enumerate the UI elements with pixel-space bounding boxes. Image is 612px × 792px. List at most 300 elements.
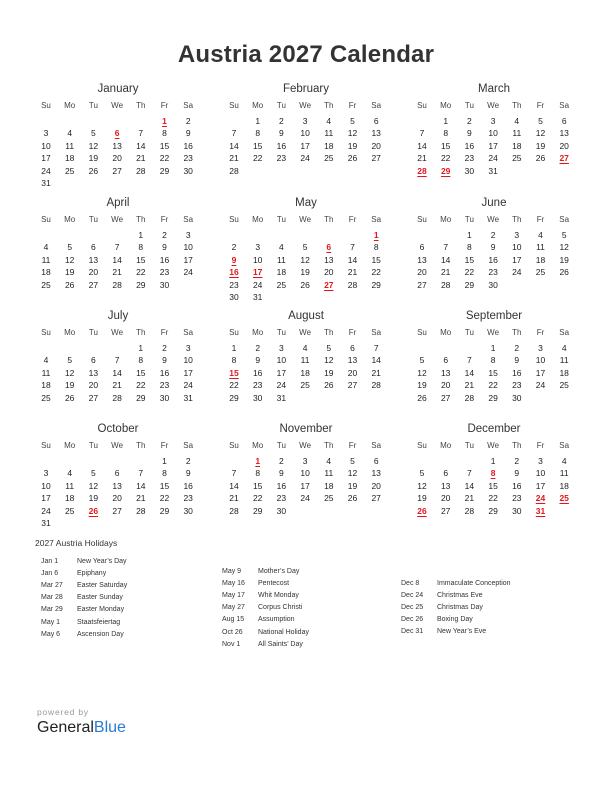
calendar-date: 27 [88, 392, 99, 403]
calendar-date: 21 [136, 153, 146, 164]
calendar-date: 9 [162, 355, 167, 366]
calendar-date: 4 [43, 355, 49, 366]
calendar-date: 18 [64, 493, 75, 504]
calendar-date: 10 [512, 242, 522, 253]
calendar-date: 23 [276, 153, 287, 164]
calendar-date: 31 [276, 392, 287, 403]
weekday-header: Mo [64, 328, 76, 337]
weekday-header: Th [512, 101, 522, 110]
calendar-date: 25 [324, 493, 334, 504]
calendar-date: 9 [467, 128, 472, 139]
calendar-date: 1 [467, 230, 472, 240]
brand-general: General [37, 719, 94, 736]
calendar-date: 23 [512, 493, 522, 504]
holiday-item-date: May 9 [222, 568, 242, 575]
calendar-date: 17 [276, 367, 287, 378]
month-name: February [282, 83, 330, 95]
calendar-date: 22 [464, 267, 475, 278]
calendar-date: 18 [559, 480, 569, 491]
calendar-date: 4 [326, 456, 332, 466]
calendar-date: 7 [138, 128, 144, 139]
weekday-header: Th [324, 441, 334, 450]
calendar-date: 14 [347, 254, 358, 265]
calendar-date: 20 [371, 140, 381, 151]
calendar-date: 19 [64, 267, 75, 278]
weekday-header: We [487, 328, 500, 337]
holiday-item-name: Easter Sunday [77, 594, 123, 602]
calendar-date: 13 [88, 254, 99, 265]
calendar-date: 27 [112, 165, 122, 176]
calendar-date: 4 [67, 128, 73, 139]
calendar-date: 11 [65, 140, 75, 151]
calendar-date: 18 [276, 267, 287, 278]
calendar-date: 21 [371, 367, 381, 378]
holiday-item-name: Christmas Day [437, 604, 483, 612]
calendar-date: 14 [229, 480, 239, 491]
holiday-item-name: Christmas Eve [437, 592, 483, 600]
calendar-date: 2 [162, 343, 167, 353]
calendar-date: 5 [91, 468, 96, 479]
calendar-date: 5 [326, 343, 332, 353]
calendar-date: 2 [279, 116, 284, 126]
calendar-date: 15 [464, 254, 475, 265]
calendar-date: 7 [373, 343, 379, 353]
calendar-date: 20 [417, 267, 427, 278]
holiday-item-name: National Holiday [258, 628, 309, 636]
weekday-header: We [111, 101, 124, 110]
calendar-date: 24 [512, 267, 522, 278]
holiday-item-name: New Year’s Eve [437, 628, 487, 636]
calendar-date: 13 [112, 140, 122, 151]
calendar-date: 11 [65, 480, 75, 491]
calendar-date: 15 [159, 480, 170, 491]
weekday-header: Th [324, 328, 334, 337]
holiday-item-name: Immaculate Conception [437, 580, 511, 587]
calendar-date: 14 [229, 140, 239, 151]
calendar-date: 27 [88, 279, 99, 290]
holiday-item-name: Easter Monday [77, 606, 125, 614]
calendar-date: 8 [467, 242, 472, 253]
calendar-date: 21 [417, 153, 427, 164]
holiday-item-name: Staatsfeiertag [77, 618, 121, 626]
calendar-date: 27 [347, 380, 358, 391]
calendar-date: 12 [300, 254, 310, 265]
calendar-date: 29 [159, 505, 170, 516]
holiday-item-name: Epiphany [77, 570, 107, 578]
month-name: October [97, 423, 139, 435]
month-name: January [97, 83, 139, 95]
holiday-item-date: Dec 25 [401, 604, 424, 612]
calendar-date: 27 [417, 279, 427, 290]
holiday-item-name: Ascension Day [77, 630, 124, 638]
calendar-date: 28 [347, 279, 358, 290]
calendar-date: 12 [535, 128, 546, 139]
holiday-item-date: May 17 [222, 592, 245, 600]
calendar-date: 20 [371, 480, 381, 491]
calendar-date: 7 [467, 355, 472, 366]
calendar-date: 3 [43, 468, 49, 479]
calendar-date: 16 [252, 367, 263, 378]
calendar-date: 30 [464, 165, 475, 176]
calendar-date: 28 [136, 505, 146, 516]
weekday-header: Tu [276, 441, 286, 450]
calendar-date: 29 [229, 392, 239, 403]
weekday-header: Mo [440, 101, 452, 110]
calendar-date: 20 [112, 493, 122, 504]
weekday-header: Sa [371, 101, 382, 110]
holiday-item-name: All Saints’ Day [258, 640, 303, 648]
calendar-date: 6 [561, 116, 567, 126]
calendar-date: 11 [512, 128, 522, 139]
calendar-date: 19 [417, 380, 427, 391]
calendar-date: 12 [324, 355, 334, 366]
weekday-header: We [487, 215, 500, 224]
calendar-date: 18 [512, 140, 522, 151]
calendar-date: 26 [559, 267, 569, 278]
calendar-date: 14 [440, 254, 451, 265]
calendar-date: 5 [561, 230, 567, 240]
weekday-header: Fr [348, 101, 357, 110]
weekday-header: Mo [252, 441, 264, 450]
calendar-date: 18 [324, 480, 334, 491]
holiday-date: 25 [559, 493, 569, 504]
calendar-date: 9 [279, 468, 284, 479]
weekday-header: Tu [464, 101, 474, 110]
weekday-header: Mo [64, 101, 76, 110]
weekday-header: We [299, 441, 312, 450]
calendar-date: 9 [514, 468, 520, 479]
weekday-header: Tu [88, 215, 98, 224]
calendar-date: 14 [464, 367, 475, 378]
calendar-date: 30 [488, 279, 498, 290]
weekday-header: Su [417, 215, 427, 224]
calendar-date: 11 [559, 355, 569, 366]
holiday-item-date: Nov 1 [222, 640, 241, 648]
calendar-date: 26 [64, 279, 75, 290]
calendar-date: 5 [538, 116, 543, 126]
holiday-item-name: Boxing Day [437, 616, 473, 624]
calendar-date: 4 [302, 343, 308, 353]
month-name: June [481, 197, 507, 209]
calendar-date: 20 [440, 493, 451, 504]
calendar-date: 16 [183, 480, 193, 491]
holiday-item-date: Mar 27 [41, 582, 63, 590]
calendar-date: 16 [183, 140, 193, 151]
calendar-date: 10 [252, 254, 263, 265]
calendar-date: 31 [488, 165, 498, 176]
calendar-date: 25 [41, 279, 51, 290]
weekday-header: Su [229, 101, 239, 110]
calendar-date: 22 [136, 267, 146, 278]
calendar-date: 10 [535, 355, 546, 366]
calendar-date: 22 [159, 493, 170, 504]
calendar-date: 19 [347, 480, 358, 491]
calendar-date: 16 [512, 480, 522, 491]
holiday-item-date: Dec 24 [401, 592, 424, 600]
calendar-date: 18 [64, 153, 75, 164]
calendar-date: 5 [91, 128, 96, 139]
calendar-date: 1 [138, 343, 144, 353]
calendar-date: 20 [88, 267, 99, 278]
calendar-date: 17 [300, 480, 310, 491]
calendar-date: 4 [43, 242, 49, 253]
weekday-header: Su [417, 101, 427, 110]
calendar-date: 26 [324, 380, 334, 391]
calendar-date: 16 [276, 480, 287, 491]
calendar-date: 22 [488, 493, 498, 504]
calendar-date: 12 [88, 480, 99, 491]
weekday-header: Fr [160, 215, 169, 224]
calendar-date: 24 [300, 493, 310, 504]
calendar-date: 5 [350, 116, 355, 126]
weekday-header: Tu [88, 101, 98, 110]
calendar-date: 1 [138, 230, 144, 240]
calendar-date: 17 [183, 367, 193, 378]
calendar-date: 19 [535, 140, 546, 151]
weekday-header: Th [512, 215, 522, 224]
calendar-date: 22 [229, 380, 239, 391]
calendar-date: 23 [229, 279, 239, 290]
calendar-date: 2 [185, 456, 191, 466]
calendar-date: 10 [300, 128, 310, 139]
calendar-date: 19 [300, 267, 310, 278]
weekday-header: Mo [64, 441, 76, 450]
calendar-date: 16 [512, 367, 522, 378]
holidays-title: 2027 Austria Holidays [35, 538, 118, 548]
calendar-date: 26 [300, 279, 310, 290]
brand-logo [37, 719, 126, 737]
calendar-date: 2 [255, 343, 261, 353]
calendar-date: 29 [136, 279, 146, 290]
calendar-date: 12 [559, 242, 569, 253]
calendar-date: 12 [417, 480, 427, 491]
calendar-date: 27 [371, 153, 381, 164]
calendar-date: 7 [443, 242, 449, 253]
calendar-date: 26 [88, 165, 99, 176]
weekday-header: Sa [183, 215, 194, 224]
holiday-item-date: Jan 6 [41, 570, 59, 578]
calendar-date: 11 [324, 468, 334, 479]
holiday-item-name: Whit Monday [258, 592, 299, 600]
calendar-date: 29 [488, 392, 498, 403]
calendar-date: 20 [112, 153, 122, 164]
calendar-date: 21 [464, 380, 475, 391]
calendar-date: 15 [136, 254, 146, 265]
calendar-date: 16 [488, 254, 498, 265]
weekday-header: Fr [348, 215, 357, 224]
calendar-date: 12 [347, 468, 358, 479]
calendar-date: 21 [347, 267, 358, 278]
calendar-date: 6 [373, 116, 379, 126]
calendar-date: 6 [419, 242, 425, 253]
weekday-header: Sa [559, 328, 570, 337]
calendar-date: 4 [326, 116, 332, 126]
holiday-item-date: Oct 26 [222, 628, 243, 636]
calendar-date: 28 [229, 165, 239, 176]
calendar-date: 15 [371, 254, 381, 265]
holiday-date: 26 [417, 505, 427, 516]
calendar-date: 1 [490, 456, 496, 466]
weekday-header: Tu [464, 215, 474, 224]
calendar-date: 25 [64, 505, 75, 516]
calendar-date: 15 [440, 140, 451, 151]
calendar-date: 1 [490, 343, 496, 353]
calendar-date: 28 [112, 392, 122, 403]
calendar-date: 29 [488, 505, 498, 516]
holiday-item-name: Easter Saturday [77, 582, 128, 590]
holiday-item-date: Mar 29 [41, 606, 63, 614]
calendar-date: 11 [324, 128, 334, 139]
holiday-item-name: Assumption [258, 616, 295, 624]
calendar-date: 27 [440, 392, 451, 403]
calendar-date: 2 [490, 230, 496, 240]
weekday-header: Tu [276, 101, 286, 110]
calendar-date: 30 [276, 505, 287, 516]
weekday-header: Sa [559, 441, 570, 450]
calendar-date: 26 [535, 153, 546, 164]
weekday-header: Mo [64, 215, 76, 224]
calendar-date: 22 [252, 153, 263, 164]
calendar-date: 8 [138, 355, 144, 366]
calendar-date: 1 [231, 343, 237, 353]
calendar-date: 19 [88, 153, 99, 164]
calendar-date: 10 [183, 355, 193, 366]
calendar-date: 9 [185, 468, 191, 479]
calendar-date: 27 [112, 505, 122, 516]
calendar-date: 19 [64, 380, 75, 391]
weekday-header: Mo [252, 101, 264, 110]
weekday-header: Su [417, 328, 427, 337]
calendar-date: 9 [255, 355, 261, 366]
calendar-date: 5 [67, 355, 73, 366]
calendar-date: 23 [464, 153, 475, 164]
calendar-date: 6 [373, 456, 379, 466]
holiday-item-date: Jan 1 [41, 558, 59, 565]
month-name: March [478, 83, 510, 95]
calendar-date: 15 [488, 367, 498, 378]
calendar-date: 15 [136, 367, 146, 378]
calendar-date: 8 [138, 242, 144, 253]
calendar-date: 3 [43, 128, 49, 139]
holiday-item-date: Dec 31 [401, 628, 424, 636]
calendar-date: 24 [300, 153, 310, 164]
calendar-date: 9 [162, 242, 167, 253]
calendar-date: 31 [41, 178, 51, 188]
calendar-date: 8 [162, 128, 167, 139]
calendar-date: 16 [159, 367, 170, 378]
calendar-date: 19 [88, 493, 99, 504]
holiday-date: 9 [231, 254, 237, 265]
calendar-date: 18 [300, 367, 310, 378]
calendar-date: 8 [162, 468, 167, 479]
calendar-date: 30 [512, 392, 522, 403]
calendar-date: 25 [276, 279, 287, 290]
calendar-date: 23 [159, 267, 170, 278]
calendar-date: 20 [440, 380, 451, 391]
weekday-header: We [299, 101, 312, 110]
calendar-date: 3 [255, 242, 261, 253]
calendar-date: 3 [490, 116, 496, 126]
calendar-date: 14 [371, 355, 381, 366]
calendar-date: 24 [183, 267, 193, 278]
calendar-date: 27 [440, 505, 451, 516]
calendar-date: 6 [443, 355, 449, 366]
calendar-date: 6 [91, 242, 96, 253]
calendar-date: 11 [559, 468, 569, 479]
calendar-date: 7 [231, 128, 237, 139]
calendar-date: 29 [136, 392, 146, 403]
calendar-date: 21 [440, 267, 451, 278]
calendar-date: 15 [159, 140, 170, 151]
calendar-date: 22 [488, 380, 498, 391]
calendar-date: 24 [276, 380, 287, 391]
calendar-date: 27 [371, 493, 381, 504]
calendar-date: 18 [535, 254, 546, 265]
calendar-date: 14 [136, 480, 146, 491]
calendar-date: 12 [64, 367, 75, 378]
calendar-date: 7 [231, 468, 237, 479]
calendar-date: 23 [183, 493, 193, 504]
calendar-date: 12 [88, 140, 99, 151]
calendar-date: 24 [183, 380, 193, 391]
calendar-date: 23 [159, 380, 170, 391]
calendar-date: 10 [300, 468, 310, 479]
weekday-header: Sa [559, 215, 570, 224]
calendar-date: 11 [41, 367, 51, 378]
calendar-date: 8 [490, 355, 496, 366]
calendar-date: 6 [114, 468, 120, 479]
calendar-date: 19 [324, 367, 334, 378]
weekday-header: Su [229, 215, 239, 224]
calendar-date: 23 [512, 380, 522, 391]
page-title: Austria 2027 Calendar [177, 41, 435, 68]
calendar-date: 2 [185, 116, 191, 126]
calendar-date: 13 [324, 254, 334, 265]
calendar-date: 26 [64, 392, 75, 403]
calendar-date: 24 [488, 153, 498, 164]
calendar-date: 21 [112, 267, 122, 278]
holiday-item-date: May 27 [222, 604, 245, 612]
calendar-date: 13 [440, 367, 451, 378]
calendar-date: 14 [112, 254, 122, 265]
weekday-header: Fr [536, 441, 545, 450]
calendar-date: 11 [300, 355, 310, 366]
calendar-date: 2 [514, 343, 520, 353]
calendar-date: 30 [159, 279, 170, 290]
calendar-date: 25 [300, 380, 310, 391]
holiday-date: 1 [255, 456, 261, 466]
month-name: November [279, 423, 333, 435]
calendar-date: 22 [136, 380, 146, 391]
calendar-date: 31 [41, 518, 51, 528]
calendar-date: 23 [252, 380, 263, 391]
weekday-header: Su [417, 441, 427, 450]
calendar-date: 14 [136, 140, 146, 151]
weekday-header: Su [41, 441, 51, 450]
calendar-date: 28 [440, 279, 451, 290]
calendar-date: 25 [512, 153, 522, 164]
weekday-header: We [111, 441, 124, 450]
weekday-header: Tu [88, 328, 98, 337]
calendar-date: 25 [41, 392, 51, 403]
weekday-header: We [487, 101, 500, 110]
calendar-date: 25 [559, 380, 569, 391]
holiday-date: 15 [229, 367, 239, 378]
calendar-date: 7 [350, 242, 355, 253]
calendar-date: 20 [347, 367, 358, 378]
calendar-date: 17 [300, 140, 310, 151]
calendar-date: 18 [41, 267, 51, 278]
